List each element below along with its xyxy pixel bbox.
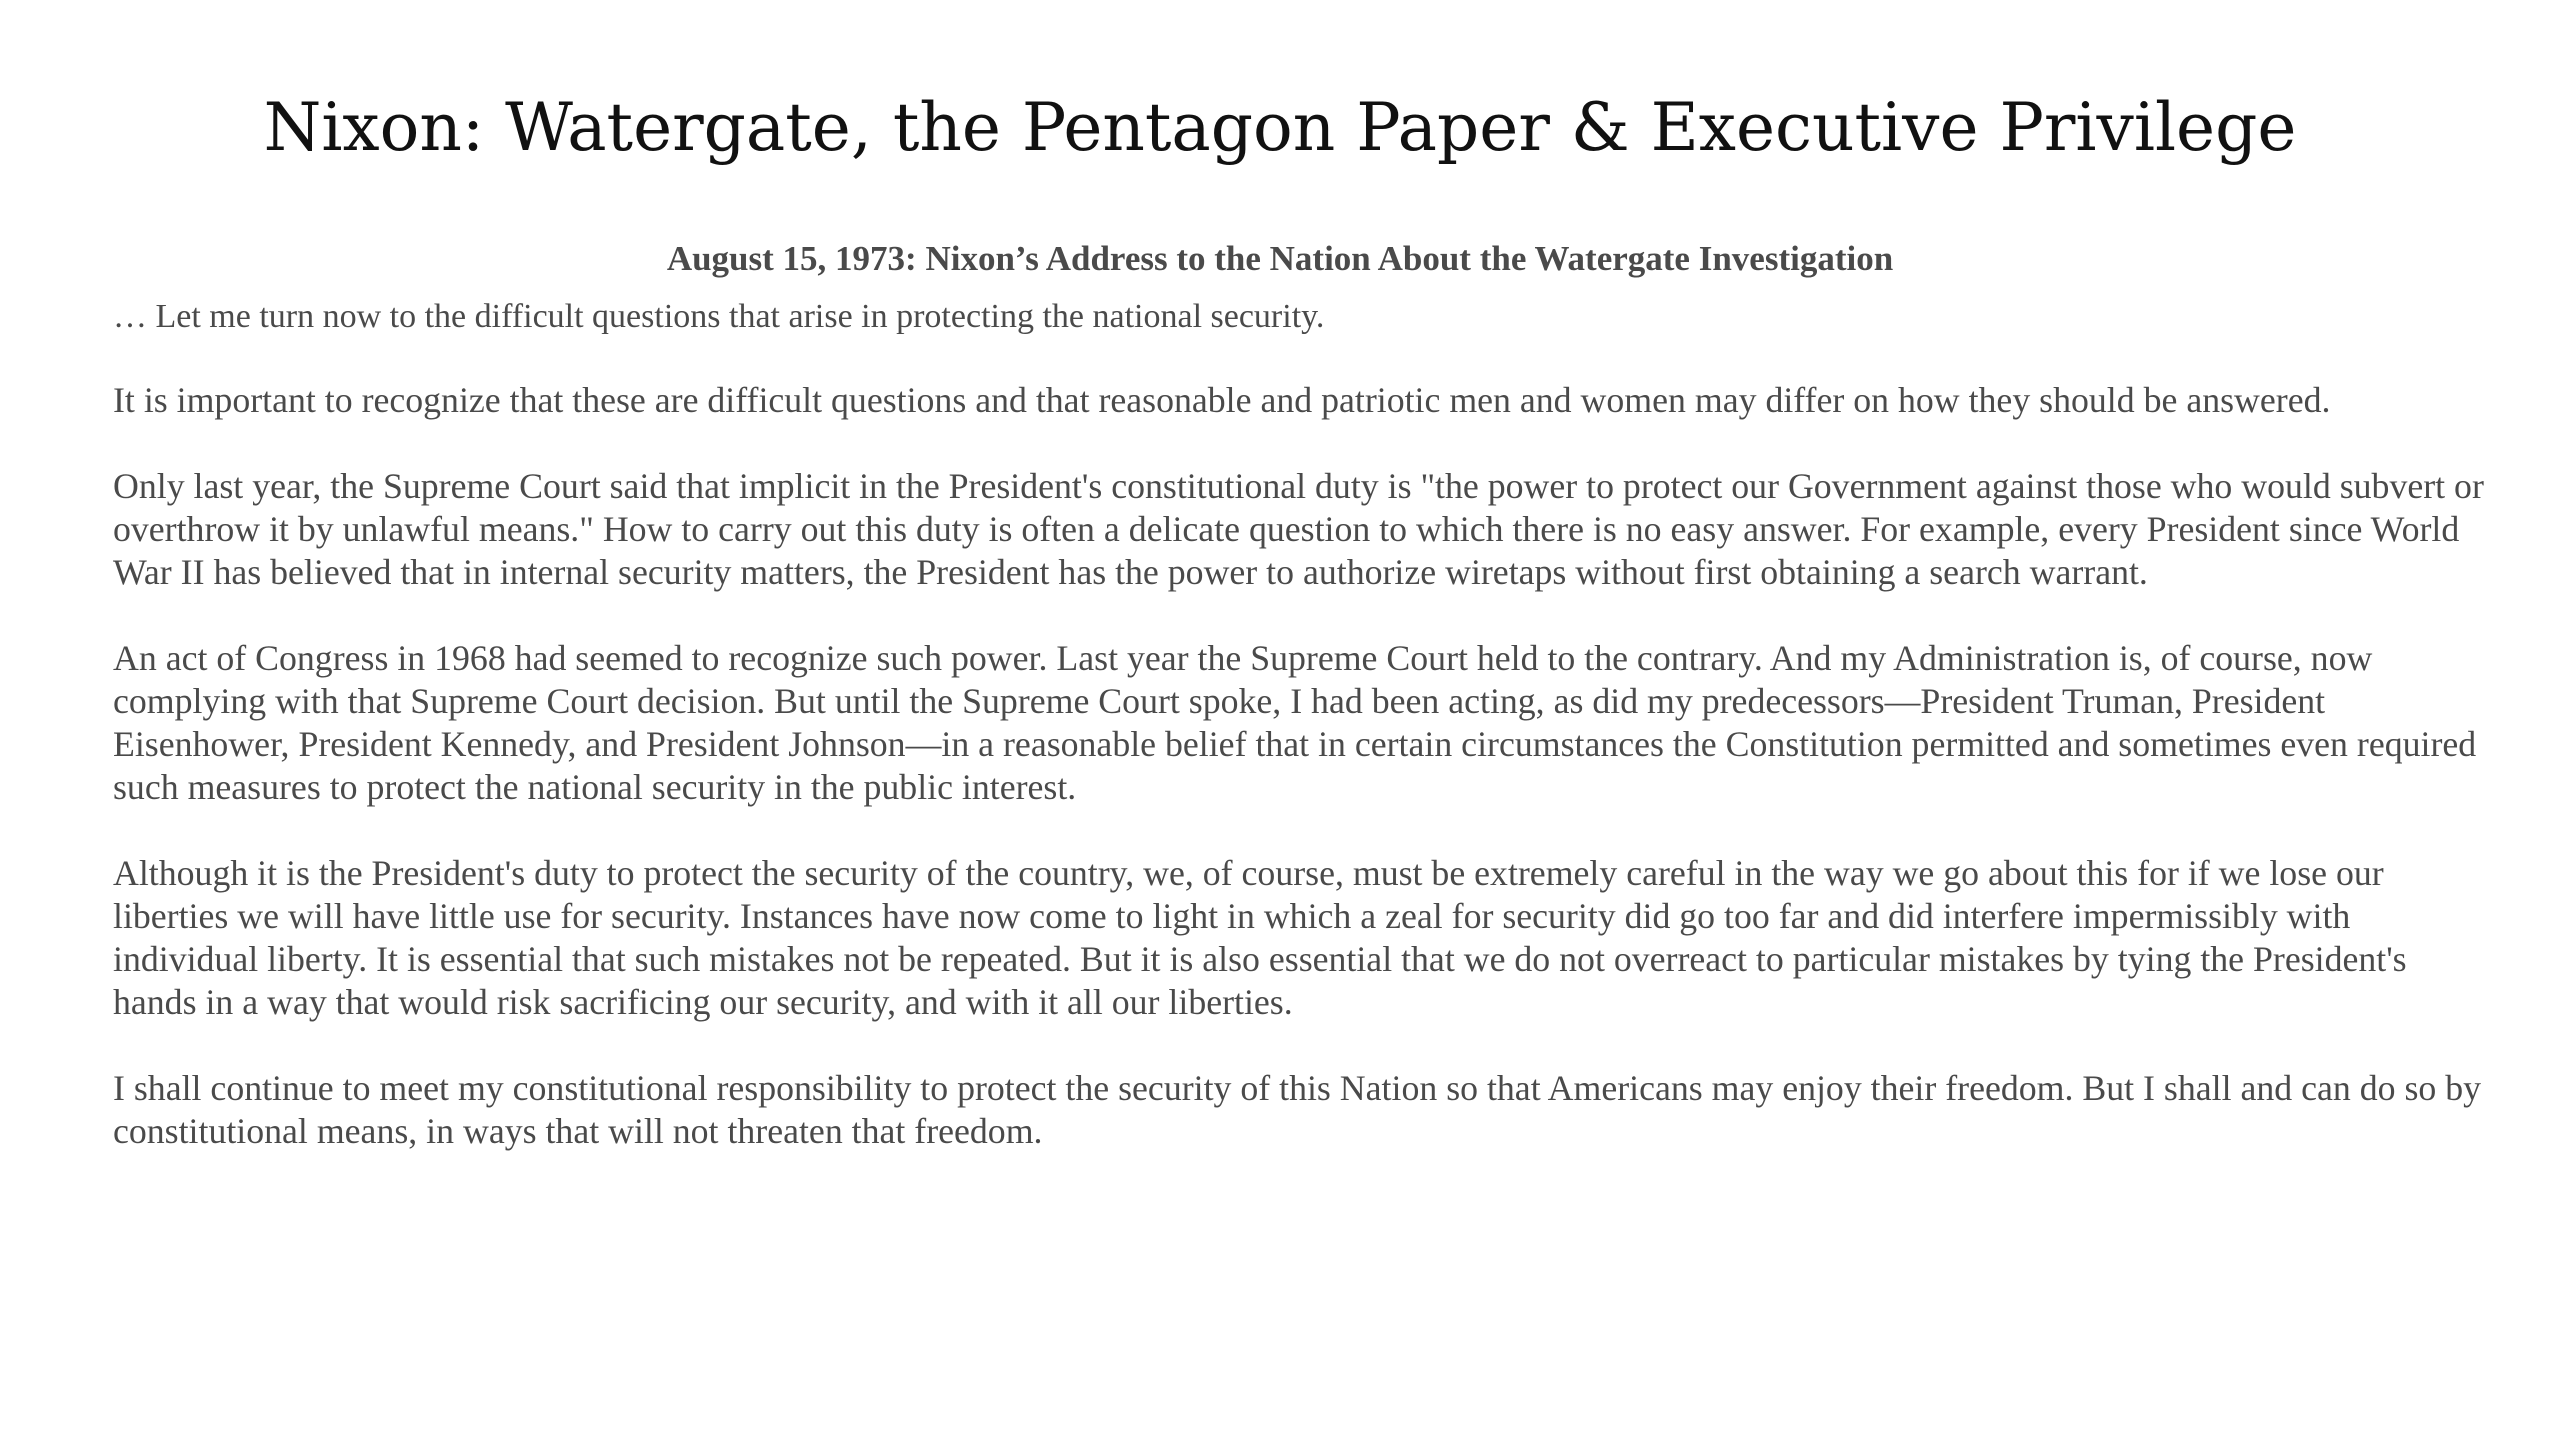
paragraph-3: An act of Congress in 1968 had seemed to recognize such power. Last year the Supreme Court held to the contrary. And my Administration is, of course, now complying with that Supreme Court decision. But until the Supreme Court spoke, I had been acting, as did my predecessors—President Truman, President Eisenhower, President Kennedy, and President Johnson—in a reasonable belief that in certain circumstances the Constitution permitted and sometimes even required such measures to protect the national security in the public interest. [113, 638, 2477, 807]
paragraph-4: Although it is the President's duty to protect the security of the country, we, of course, must be extremely careful in the way we go about this for if we lose our liberties we will have little use for security. Instances have now come to light in which a zeal for security did go too far and did interfere impermissibly with individual liberty. It is essential that such mistakes not be repeated. But it is also essential that we do not overreact to particular mistakes by tying the President's hands in a way that would risk sacrificing our security, and with it all our liberties. [113, 853, 2407, 1022]
speech-excerpt [113, 379, 2493, 1196]
slide-title: Nixon: Watergate, the Pentagon Paper & Executive Privilege [263, 89, 2297, 166]
lead-sentence: … Let me turn now to the difficult questions that arise in protecting the national security. [113, 298, 1325, 335]
paragraph-5: I shall continue to meet my constitutional responsibility to protect the security of this Nation so that Americans may enjoy their freedom. But I shall and can do so by constitutional means, in ways that will not threaten that freedom. [113, 1068, 2482, 1151]
paragraph-1: It is important to recognize that these are difficult questions and that reasonable and patriotic men and women may differ on how they should be answered. [113, 380, 2331, 420]
paragraph-2: Only last year, the Supreme Court said that implicit in the President's constitutional duty is "the power to protect our Government against those who would subvert or overthrow it by unlawful means." How to carry out this duty is often a delicate question to which there is no easy answer. For example, every President since World War II has believed that in internal security matters, the President has the power to authorize wiretaps without first obtaining a search warrant. [113, 466, 2484, 592]
slide-subtitle: August 15, 1973: Nixon’s Address to the Nation About the Watergate Investigation [666, 239, 1894, 278]
